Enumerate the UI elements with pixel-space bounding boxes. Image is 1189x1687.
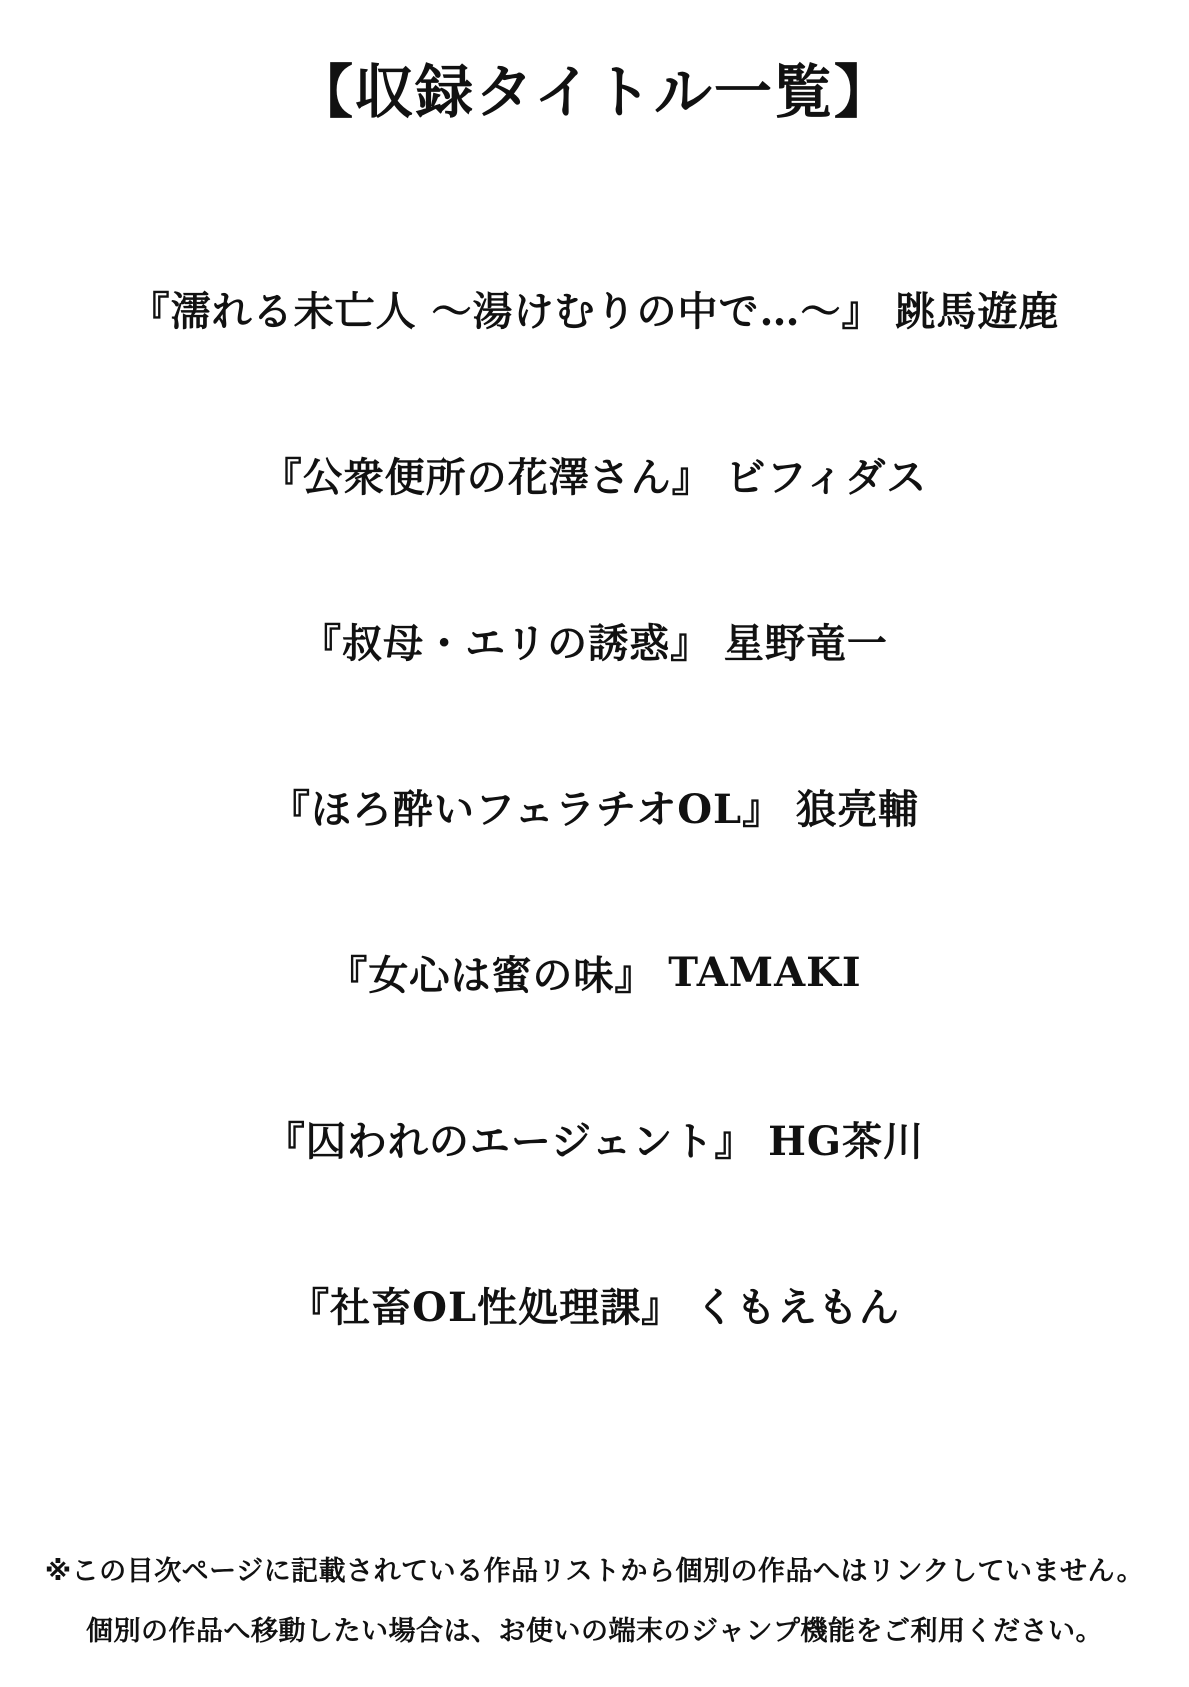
work-title: 『濡れる未亡人 ～湯けむりの中で…～』 — [129, 288, 883, 336]
toc-entry — [0, 226, 1189, 392]
toc-entry — [0, 890, 1189, 1056]
work-author: ビフィダス — [725, 454, 928, 502]
footer-note-line-1: ※この目次ページに記載されている作品リストから個別の作品へはリンクしていません。 — [44, 1555, 1145, 1587]
page-title: 【収録タイトル一覧】 — [295, 58, 894, 126]
toc-entry — [0, 1056, 1189, 1222]
footer-note-line-2: 個別の作品へ移動したい場合は、お使いの端末のジャンプ機能をご利用ください。 — [86, 1616, 1103, 1648]
toc-list — [0, 226, 1189, 1388]
work-author: 跳馬遊鹿 — [895, 288, 1060, 336]
toc-entry — [0, 1222, 1189, 1388]
work-author: くもえもん — [694, 1284, 900, 1332]
work-author: 狼亮輔 — [795, 786, 919, 834]
work-title: 『女心は蜜の味』 — [327, 952, 656, 1000]
work-title: 『囚われのエージェント』 — [264, 1118, 756, 1166]
work-title: 『ほろ酔いフェラチオOL』 — [270, 786, 784, 834]
toc-entry — [0, 392, 1189, 558]
toc-entry — [0, 724, 1189, 890]
work-title: 『叔母・エリの誘惑』 — [301, 620, 712, 668]
work-title: 『社畜OL性処理課』 — [289, 1284, 683, 1332]
work-author: 星野竜一 — [723, 620, 888, 668]
work-author: HG茶川 — [768, 1118, 925, 1166]
toc-entry — [0, 558, 1189, 724]
work-title: 『公衆便所の花澤さん』 — [261, 454, 713, 502]
work-author: TAMAKI — [668, 949, 862, 997]
footer-note — [0, 1542, 1189, 1664]
